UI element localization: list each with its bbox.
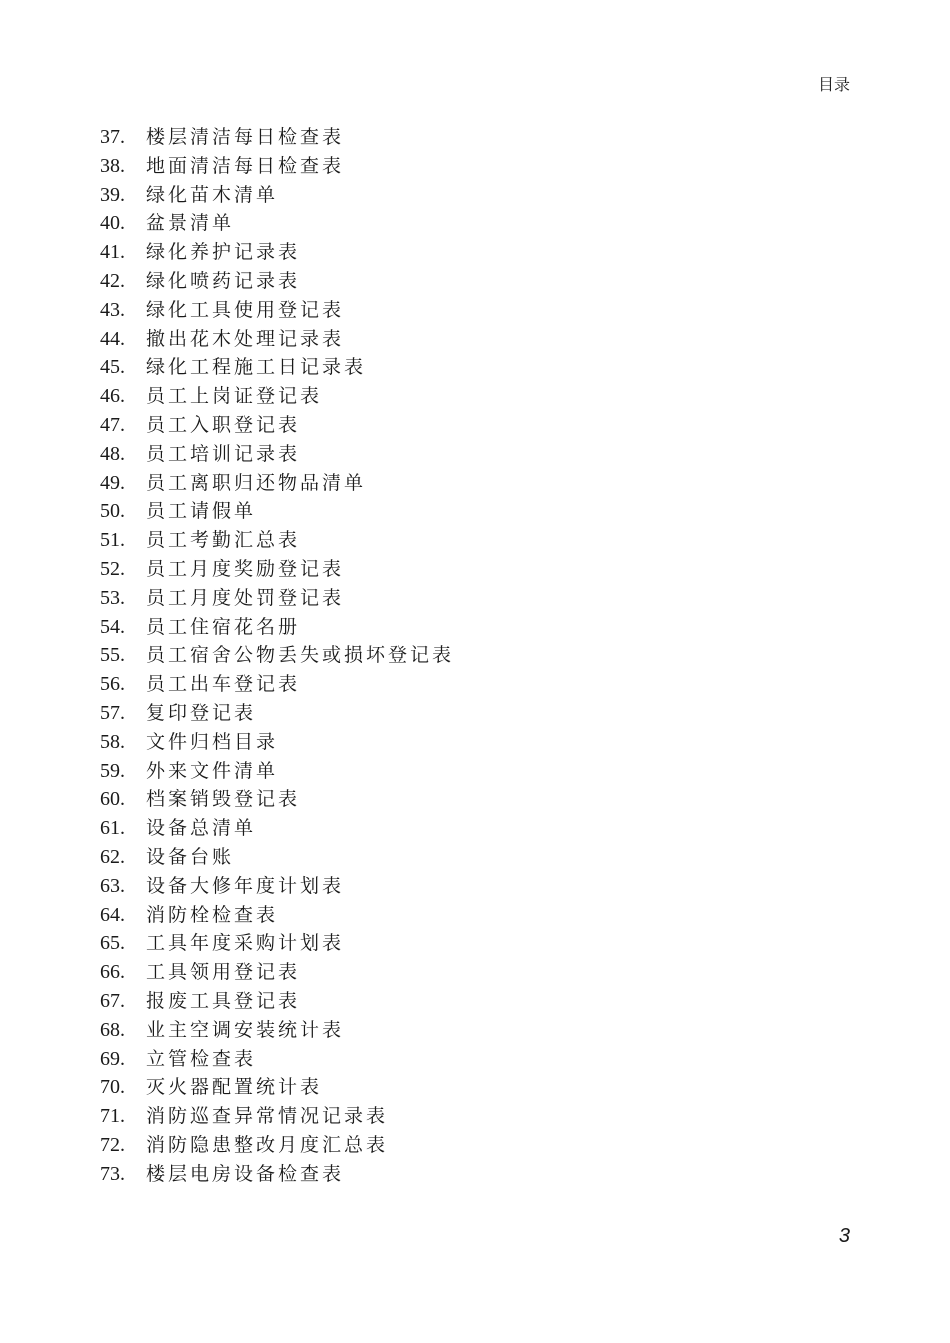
toc-entry-number: 59. <box>100 759 125 782</box>
toc-entry-title: 地面清洁每日检查表 <box>146 154 345 177</box>
toc-entry <box>100 1073 454 1102</box>
toc-entry-number: 44. <box>100 327 125 350</box>
toc-entry <box>100 209 454 238</box>
toc-entry-number: 38. <box>100 154 125 177</box>
toc-entry <box>100 584 454 613</box>
toc-entry-number: 67. <box>100 989 125 1012</box>
toc-entry <box>100 613 454 642</box>
toc-entry-title: 消防栓检查表 <box>146 903 279 926</box>
toc-entry <box>100 382 454 411</box>
toc-entry-number: 48. <box>100 442 125 465</box>
toc-entry <box>100 469 454 498</box>
toc-entry-title: 外来文件清单 <box>146 759 279 782</box>
toc-entry-number: 55. <box>100 644 125 667</box>
toc-entry <box>100 325 454 354</box>
toc-entry <box>100 872 454 901</box>
toc-entry <box>100 497 454 526</box>
page-number: 3 <box>838 1225 850 1247</box>
toc-entry-title: 消防巡查异常情况记录表 <box>146 1105 389 1128</box>
toc-entry <box>100 267 454 296</box>
toc-entry-title: 绿化工具使用登记表 <box>146 298 345 321</box>
toc-entry-number: 72. <box>100 1133 125 1156</box>
toc-entry <box>100 670 454 699</box>
toc-entry <box>100 1131 454 1160</box>
toc-entry <box>100 411 454 440</box>
toc-entry-title: 业主空调安装统计表 <box>146 1018 345 1041</box>
toc-entry <box>100 152 454 181</box>
toc-entry-number: 66. <box>100 961 125 984</box>
toc-entry <box>100 699 454 728</box>
toc-entry-number: 65. <box>100 932 125 955</box>
toc-entry-number: 63. <box>100 874 125 897</box>
toc-entry-title: 盆景清单 <box>146 212 235 235</box>
toc-entry-number: 50. <box>100 500 125 523</box>
toc-entry-number: 73. <box>100 1162 125 1185</box>
toc-entry-title: 员工月度奖励登记表 <box>146 557 345 580</box>
toc-entry-title: 员工住宿花名册 <box>146 615 301 638</box>
toc-entry-title: 楼层电房设备检查表 <box>146 1162 345 1185</box>
toc-entry <box>100 296 454 325</box>
toc-entry <box>100 958 454 987</box>
toc-entry-number: 57. <box>100 701 125 724</box>
toc-entry-title: 员工请假单 <box>146 500 257 523</box>
table-of-contents <box>100 123 454 1188</box>
toc-entry <box>100 353 454 382</box>
toc-entry <box>100 1102 454 1131</box>
toc-entry <box>100 1016 454 1045</box>
toc-entry-number: 69. <box>100 1047 125 1070</box>
toc-entry-number: 49. <box>100 471 125 494</box>
toc-entry <box>100 785 454 814</box>
toc-entry <box>100 555 454 584</box>
toc-entry-title: 工具年度采购计划表 <box>146 932 345 955</box>
toc-entry-number: 61. <box>100 817 125 840</box>
toc-entry <box>100 440 454 469</box>
toc-entry-title: 复印登记表 <box>146 701 257 724</box>
toc-entry-title: 文件归档目录 <box>146 730 279 753</box>
toc-entry-title: 设备总清单 <box>146 817 257 840</box>
toc-entry-title: 员工入职登记表 <box>146 413 301 436</box>
toc-entry <box>100 814 454 843</box>
toc-entry-title: 员工月度处罚登记表 <box>146 586 345 609</box>
toc-entry <box>100 901 454 930</box>
toc-entry-title: 员工上岗证登记表 <box>146 385 323 408</box>
toc-entry-title: 员工考勤汇总表 <box>146 529 301 552</box>
toc-entry-title: 立管检查表 <box>146 1047 257 1070</box>
toc-entry-number: 56. <box>100 673 125 696</box>
toc-entry <box>100 757 454 786</box>
toc-entry-number: 45. <box>100 356 125 379</box>
toc-entry-title: 绿化喷药记录表 <box>146 269 301 292</box>
toc-entry <box>100 843 454 872</box>
toc-entry-number: 52. <box>100 557 125 580</box>
toc-entry <box>100 1160 454 1189</box>
toc-entry-title: 报废工具登记表 <box>146 989 301 1012</box>
toc-entry-title: 绿化养护记录表 <box>146 241 301 264</box>
toc-entry-number: 64. <box>100 903 125 926</box>
toc-entry-number: 47. <box>100 413 125 436</box>
toc-entry <box>100 641 454 670</box>
toc-entry-title: 员工离职归还物品清单 <box>146 471 367 494</box>
toc-entry-title: 消防隐患整改月度汇总表 <box>146 1133 389 1156</box>
toc-entry-title: 设备大修年度计划表 <box>146 874 345 897</box>
toc-entry-title: 员工培训记录表 <box>146 442 301 465</box>
toc-entry-title: 楼层清洁每日检查表 <box>146 126 345 148</box>
toc-entry <box>100 181 454 210</box>
toc-entry-number: 51. <box>100 529 125 552</box>
toc-entry <box>100 987 454 1016</box>
toc-entry-number: 41. <box>100 241 125 264</box>
toc-entry-title: 绿化苗木清单 <box>146 183 279 206</box>
toc-entry-title: 员工宿舍公物丢失或损坏登记表 <box>146 644 455 667</box>
toc-entry <box>100 1045 454 1074</box>
toc-entry-title: 工具领用登记表 <box>146 961 301 984</box>
toc-entry <box>100 929 454 958</box>
toc-entry-title: 绿化工程施工日记录表 <box>146 356 367 379</box>
toc-entry-number: 71. <box>100 1105 125 1128</box>
toc-entry <box>100 238 454 267</box>
toc-entry <box>100 526 454 555</box>
toc-entry-number: 43. <box>100 298 125 321</box>
toc-entry-title: 员工出车登记表 <box>146 673 301 696</box>
toc-entry-title: 档案销毁登记表 <box>146 788 301 811</box>
toc-entry-number: 53. <box>100 586 125 609</box>
toc-entry-title: 灭火器配置统计表 <box>146 1076 323 1099</box>
toc-entry-number: 60. <box>100 788 125 811</box>
toc-entry <box>100 728 454 757</box>
toc-entry-number: 37. <box>100 126 125 148</box>
toc-entry-number: 39. <box>100 183 125 206</box>
toc-entry-number: 70. <box>100 1076 125 1099</box>
toc-entry <box>100 123 454 152</box>
toc-entry-number: 68. <box>100 1018 125 1041</box>
toc-entry-number: 62. <box>100 845 125 868</box>
toc-entry-number: 40. <box>100 212 125 235</box>
toc-entry-title: 设备台账 <box>146 845 235 868</box>
toc-entry-number: 46. <box>100 385 125 408</box>
toc-entry-number: 58. <box>100 730 125 753</box>
toc-entry-title: 撤出花木处理记录表 <box>146 327 345 350</box>
toc-entry-number: 42. <box>100 269 125 292</box>
toc-entry-number: 54. <box>100 615 125 638</box>
page-header-title: 目录 <box>817 75 850 94</box>
